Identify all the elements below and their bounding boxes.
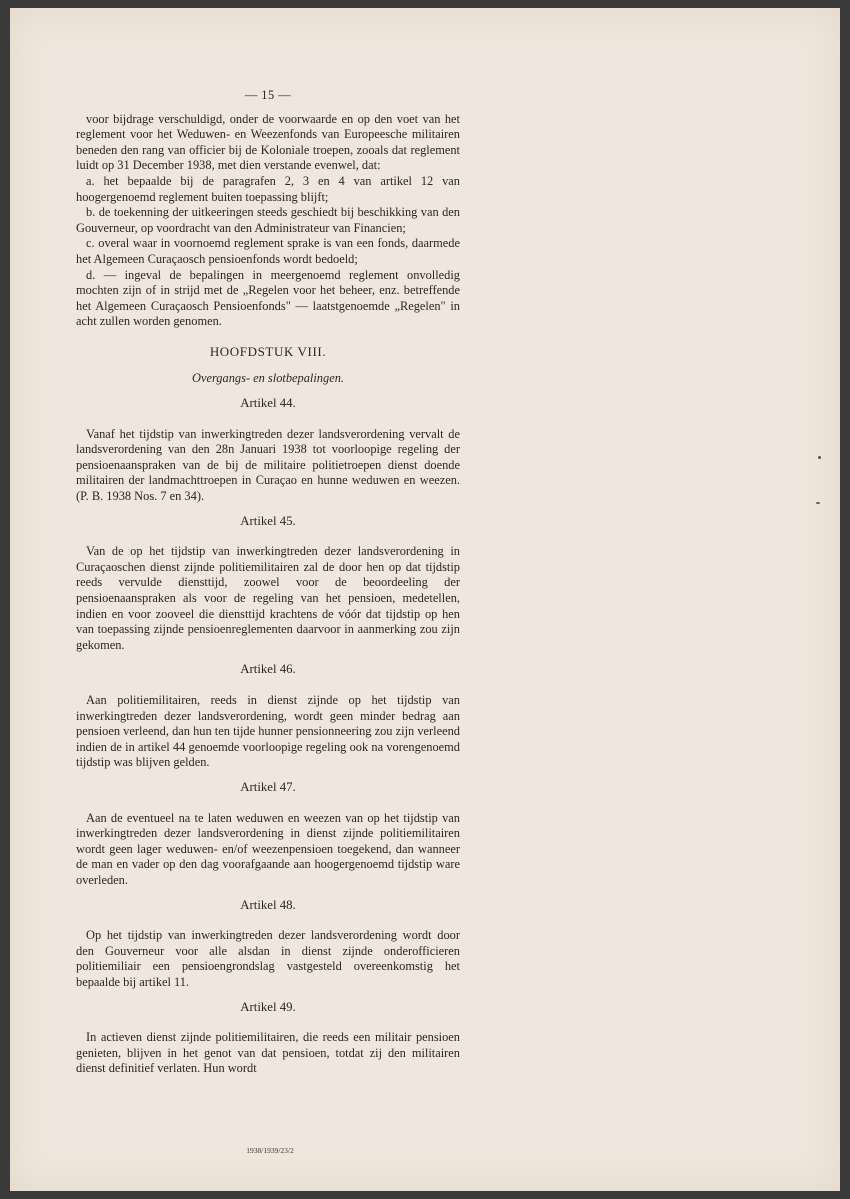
article-48-heading: Artikel 48. <box>240 897 296 912</box>
paper-speck <box>818 456 821 459</box>
article-47-text: Aan de eventueel na te laten weduwen en weezen van op het tijdstip van inwerkingtreden dezer landsverordening in dienst zijnde politiemilitairen wordt geen lager weduwen- en/of weezenpensioen toegekend, dan wanneer de man en vader op den dag voorafgaande aan hoogergenoemd tijdstip ware overleden. <box>76 810 460 887</box>
article-46-text: Aan politiemilitairen, reeds in dienst zijnde op het tijdstip van inwerkingtreden dezer landsverordening, wordt geen minder bedrag aan pensioen verleend, dan hun ten tijde hunner pensionneering zou zijn verleend indien de in artikel 44 genoemde voorloopige regeling ook na vorengenoemd tijdstip was blijven gelden. <box>76 693 460 770</box>
document-page <box>10 8 840 1191</box>
page-number: — 15 — <box>244 88 292 102</box>
article-44-heading: Artikel 44. <box>240 396 296 411</box>
intro-paragraph: voor bijdrage verschuldigd, onder de voorwaarde en op den voet van het reglement voor het Weduwen- en Weezenfonds van Europeesche militairen beneden den rang van officier bij de Koloniale troepen, zooals dat reglement luidt op 31 December 1938, met dien verstande evenwel, dat: <box>76 111 460 173</box>
paper-speck <box>816 502 820 504</box>
article-46-heading: Artikel 46. <box>240 662 296 677</box>
list-item-c: c. overal waar in voornoemd reglement sprake is van een fonds, daarmede het Algemeen Curaçaosch pensioenfonds wordt bedoeld; <box>76 236 460 266</box>
printer-code: 1938/1939/23/2 <box>246 1146 294 1155</box>
article-49-heading: Artikel 49. <box>240 999 296 1014</box>
list-item-b: b. de toekenning der uitkeeringen steeds geschiedt bij beschikking van den Gouverneur, op voordracht van den Administrateur van Financien; <box>76 205 460 235</box>
chapter-heading: HOOFDSTUK VIII. <box>209 343 327 359</box>
article-45-text: Van de op het tijdstip van inwerkingtreden dezer landsverordening in Curaçaoschen dienst zijnde politiemilitairen zal de door hen op dat tijdstip reeds vervulde diensttijd, zoowel voor de beoordeeling der pensioenaanspraken als voor de regeling van het pensioen, medetellen, indien en voor zooveel die diensttijd krachtens de vóór dat tijdstip op hen van toepassing zijnde pensioenreglementen daarvoor in aanmerking zou zijn gekomen. <box>76 544 460 652</box>
page-content <box>76 88 460 1077</box>
article-45-heading: Artikel 45. <box>240 513 296 528</box>
chapter-subtitle: Overgangs- en slotbepalingen. <box>192 370 344 385</box>
article-48-text: Op het tijdstip van inwerkingtreden dezer landsverordening wordt door den Gouverneur voor alle alsdan in dienst zijnde onderofficieren politiemiliair een pensioengrondslag vastgesteld overeenkomstig het bepaalde bij artikel 11. <box>76 928 460 989</box>
list-item-a: a. het bepaalde bij de paragrafen 2, 3 en 4 van artikel 12 van hoogergenoemd reglement buiten toepassing blijft; <box>76 173 460 204</box>
article-49-text: In actieven dienst zijnde politiemilitairen, die reeds een militair pensioen genieten, blijven in het genot van dat pensioen, totdat zij den militairen dienst definitief verlaten. Hun wordt <box>76 1030 460 1076</box>
article-44-text: Vanaf het tijdstip van inwerkingtreden dezer landsverordening vervalt de landsverordening van den 28n Januari 1938 tot voorloopige regeling der pensioenaanspraken van de bij de militaire politietroepen dienst doende militairen der landmachttroepen in Curaçao en hunne weduwen en weezen. (P. B. 1938 Nos. 7 en 34). <box>76 426 460 504</box>
article-47-heading: Artikel 47. <box>240 779 296 794</box>
list-item-d: d. — ingeval de bepalingen in meergenoemd reglement onvolledig mochten zijn of in strijd met de „Regelen voor het beheer, enz. betreffende het Algemeen Curaçaosch Pensioenfonds" — laatstgenoemde „Regelen" in acht zullen worden genomen. <box>76 267 460 329</box>
